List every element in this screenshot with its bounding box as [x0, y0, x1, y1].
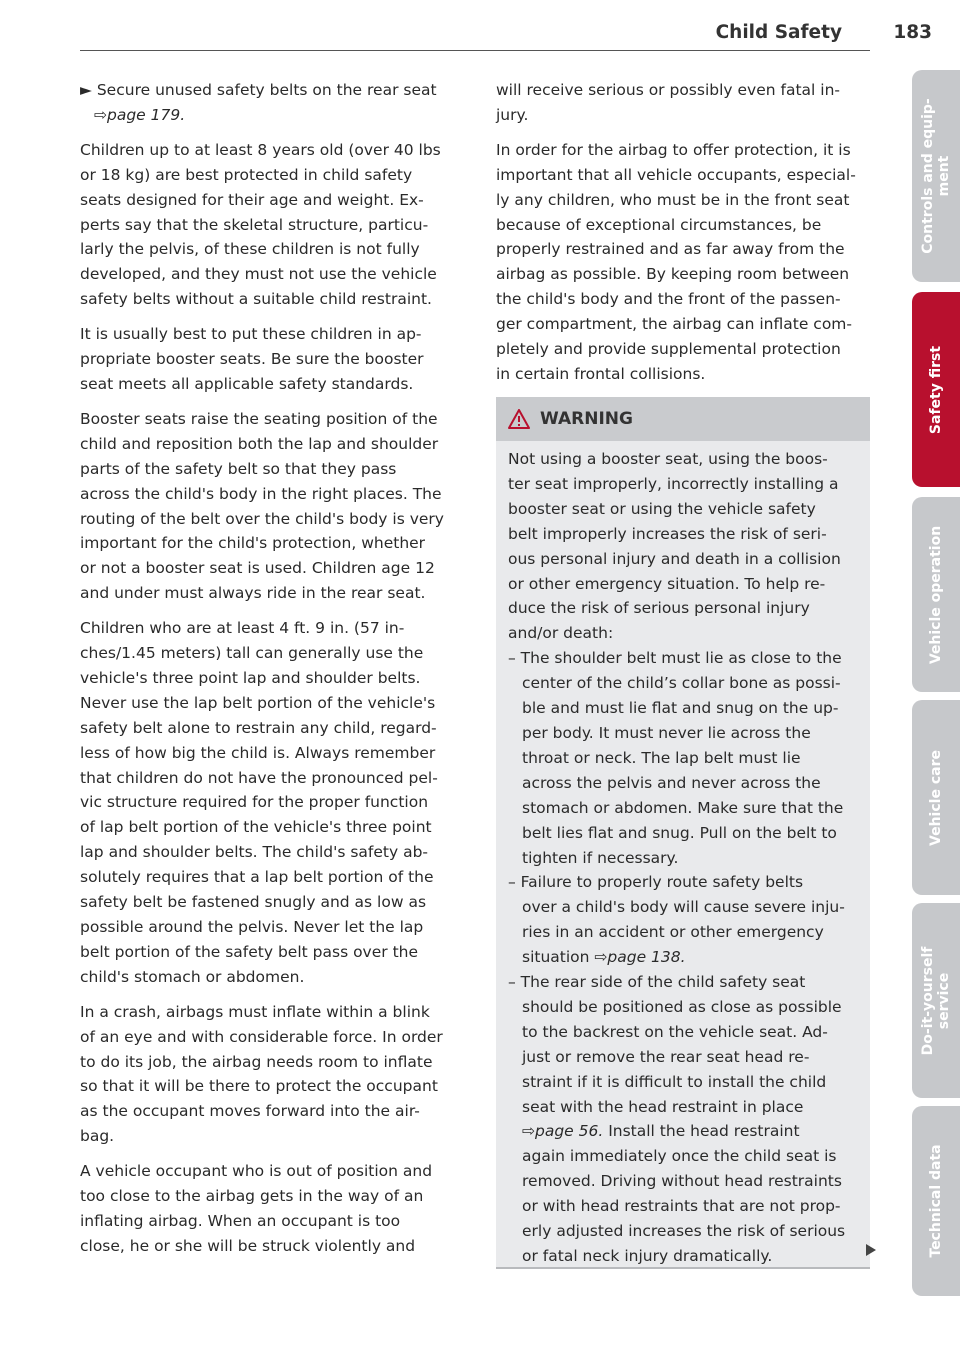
tab-vehicle-care[interactable]: Vehicle care	[912, 700, 960, 895]
text-line: so that it will be there to protect the occupant	[80, 1077, 438, 1096]
text-line: perts say that the skeletal structure, particu-	[80, 215, 429, 234]
text-line: belt improperly increases the risk of seri-	[508, 524, 827, 543]
paragraph	[80, 1159, 460, 1259]
warning-item	[508, 646, 860, 870]
text-line: will receive serious or possibly even fatal in-	[496, 81, 840, 99]
warning-item	[508, 870, 860, 970]
paragraph	[80, 1000, 460, 1149]
text-line: solutely requires that a lap belt portion of the	[80, 868, 434, 887]
text-line: across the pelvis and never across the	[522, 773, 821, 792]
page-reference-link[interactable]: ⇨page 138.	[594, 948, 686, 967]
warning-box	[496, 397, 870, 1269]
text-line: as the occupant moves forward into the air-	[80, 1102, 420, 1121]
text-line: important that all vehicle occupants, especial-	[496, 165, 856, 184]
text-line: Never use the lap belt portion of the vehicle's	[80, 693, 436, 712]
text-line: jury.	[496, 105, 529, 124]
tab-technical-data[interactable]: Technical data	[912, 1106, 960, 1296]
text-line: safety belt be fastened snugly and as low as	[80, 893, 427, 912]
text-line: vic structure required for the proper function	[80, 793, 429, 812]
text-line: Children who are at least 4 ft. 9 in. (57 in-	[80, 619, 405, 638]
warning-item	[508, 970, 860, 1269]
warning-header	[496, 397, 870, 441]
paragraph	[80, 322, 460, 397]
text-line: just or remove the rear seat head re-	[522, 1047, 810, 1066]
text-line: across the child's body in the right places. The	[80, 484, 442, 503]
text-line: ⇨page 56. Install the head restraint	[522, 1122, 800, 1141]
text-line: of an eye and with considerable force. In order	[80, 1027, 443, 1046]
text-line: straint if it is difficult to install the child	[522, 1072, 827, 1091]
text-line: less of how big the child is. Always remember	[80, 743, 436, 762]
text-line: to do its job, the airbag needs room to inflate	[80, 1052, 433, 1071]
header-divider	[80, 50, 870, 51]
text-line: seats designed for their age and weight. Ex-	[80, 190, 424, 209]
section-title: Child Safety	[715, 22, 842, 43]
text-line: the child's body and the front of the passen-	[496, 290, 841, 309]
paragraph	[496, 78, 874, 128]
continue-arrow-icon	[863, 1242, 879, 1258]
text-line: because of exceptional circumstances, be	[496, 215, 822, 234]
text-line: child and reposition both the lap and shoulder	[80, 434, 439, 453]
text-line: ries in an accident or other emergency	[522, 923, 824, 942]
text-line: situation ⇨page 138.	[522, 948, 686, 967]
text-line: bag.	[80, 1127, 115, 1146]
text-line: Children up to at least 8 years old (over 40 lbs	[80, 140, 441, 159]
text-line: duce the risk of serious personal injury	[508, 599, 810, 618]
text-line: pletely and provide supplemental protection	[496, 340, 841, 359]
paragraph	[80, 407, 460, 606]
text-line: seat meets all applicable safety standards.	[80, 374, 414, 393]
text-line: safety belt alone to restrain any child, regard-	[80, 718, 437, 737]
text-line: inflating airbag. When an occupant is too	[80, 1211, 401, 1230]
page-reference-link[interactable]: ⇨page 56.	[522, 1122, 604, 1141]
text-line: center of the child’s collar bone as possi-	[522, 674, 841, 693]
text-line: vehicle's three point lap and shoulder belts.	[80, 668, 421, 687]
text-line: ly any children, who must be in the front seat	[496, 190, 850, 209]
text-line: propriate booster seats. Be sure the booster	[80, 350, 424, 369]
warning-triangle-icon	[508, 409, 530, 429]
text-line	[80, 103, 460, 128]
text-line: developed, and they must not use the vehicle	[80, 265, 437, 284]
text-line: ter seat improperly, incorrectly installing a	[508, 474, 839, 493]
text-line: stomach or abdomen. Make sure that the	[522, 798, 844, 817]
warning-intro	[508, 447, 860, 646]
text-line: airbag as possible. By keeping room between	[496, 265, 850, 284]
text-line: parts of the safety belt so that they pass	[80, 459, 397, 478]
tab-safety-first[interactable]: Safety first	[912, 292, 960, 487]
text-line: ous personal injury and death in a collision	[508, 549, 841, 568]
page-number: 183	[893, 22, 932, 43]
text-line: or other emergency situation. To help re-	[508, 574, 826, 593]
text-line: routing of the belt over the child's body is very	[80, 509, 444, 528]
text-line: per body. It must never lie across the	[522, 723, 811, 742]
text-line: Not using a booster seat, using the boos-	[508, 450, 828, 468]
text-line: booster seat or using the vehicle safety	[508, 499, 816, 518]
text-line: In a crash, airbags must inflate within a blink	[80, 1002, 430, 1021]
text-line: – The shoulder belt must lie as close to the	[508, 649, 842, 668]
text-line: lap and shoulder belts. The child's safety ab-	[80, 843, 429, 862]
tab-controls-and-equipment[interactable]: Controls and equip- ment	[912, 70, 960, 282]
text-line: – Failure to properly route safety belts	[508, 873, 804, 892]
text-line: ches/1.45 meters) tall can generally use the	[80, 644, 424, 663]
tab-vehicle-operation[interactable]: Vehicle operation	[912, 497, 960, 692]
tab-do-it-yourself-service[interactable]: Do-it-yourself service	[912, 903, 960, 1098]
text-line: removed. Driving without head restraints	[522, 1172, 842, 1191]
text-line: throat or neck. The lap belt must lie	[522, 748, 801, 767]
text-line: and under must always ride in the rear seat.	[80, 584, 426, 603]
text-line: belt lies flat and snug. Pull on the belt to	[522, 823, 837, 842]
text-line: It is usually best to put these children in ap-	[80, 325, 422, 344]
text-line: ger compartment, the airbag can inflate com-	[496, 315, 853, 334]
text-line: erly adjusted increases the risk of serious	[522, 1222, 846, 1241]
text-line: or 18 kg) are best protected in child safety	[80, 165, 413, 184]
text-line: child's stomach or abdomen.	[80, 967, 305, 986]
paragraph	[80, 616, 460, 990]
text-line: belt portion of the safety belt pass over the	[80, 942, 419, 961]
right-column	[496, 78, 874, 397]
text-line: possible around the pelvis. Never let the lap	[80, 918, 424, 936]
bullet-paragraph	[80, 78, 460, 128]
text-line: again immediately once the child seat is	[522, 1147, 837, 1166]
text-line: A vehicle occupant who is out of position and	[80, 1162, 433, 1181]
paragraph	[80, 138, 460, 312]
warning-body	[496, 441, 870, 1269]
text-line: close, he or she will be struck violently and	[80, 1236, 416, 1255]
text-line: to the backrest on the vehicle seat. Ad-	[522, 1022, 828, 1041]
text-line: larly the pelvis, of these children is not fully	[80, 240, 420, 259]
text-line: or with head restraints that are not prop-	[522, 1197, 841, 1216]
text-line: of lap belt portion of the vehicle's three point	[80, 818, 432, 837]
text-line: or not a booster seat is used. Children age 12	[80, 559, 435, 578]
text-line: or fatal neck injury dramatically.	[522, 1247, 773, 1265]
text-line: important for the child's protection, whether	[80, 534, 426, 553]
text-line: seat with the head restraint in place	[522, 1097, 804, 1116]
text-line: and/or death:	[508, 624, 614, 643]
left-column	[80, 78, 460, 1269]
text-line: tighten if necessary.	[522, 848, 679, 867]
text-line: – The rear side of the child safety seat	[508, 973, 806, 992]
text-line: too close to the airbag gets in the way of an	[80, 1187, 424, 1206]
warning-title: WARNING	[540, 409, 633, 429]
text-line: In order for the airbag to offer protection, it is	[496, 140, 851, 159]
text-line: should be positioned as close as possible	[522, 997, 842, 1016]
text-line: ► Secure unused safety belts on the rear seat	[80, 81, 437, 99]
text-line: ble and must lie flat and snug on the up-	[522, 699, 839, 718]
paragraph	[496, 138, 874, 387]
text-line: properly restrained and as far away from the	[496, 240, 845, 259]
text-line: that children do not have the pronounced pel-	[80, 768, 438, 787]
text-line: Booster seats raise the seating position of the	[80, 409, 438, 428]
text-line: safety belts without a suitable child restraint.	[80, 290, 432, 309]
text-line: over a child's body will cause severe inju-	[522, 898, 845, 917]
text-line: in certain frontal collisions.	[496, 364, 706, 383]
page-reference-link[interactable]: ⇨page 179.	[94, 105, 186, 124]
